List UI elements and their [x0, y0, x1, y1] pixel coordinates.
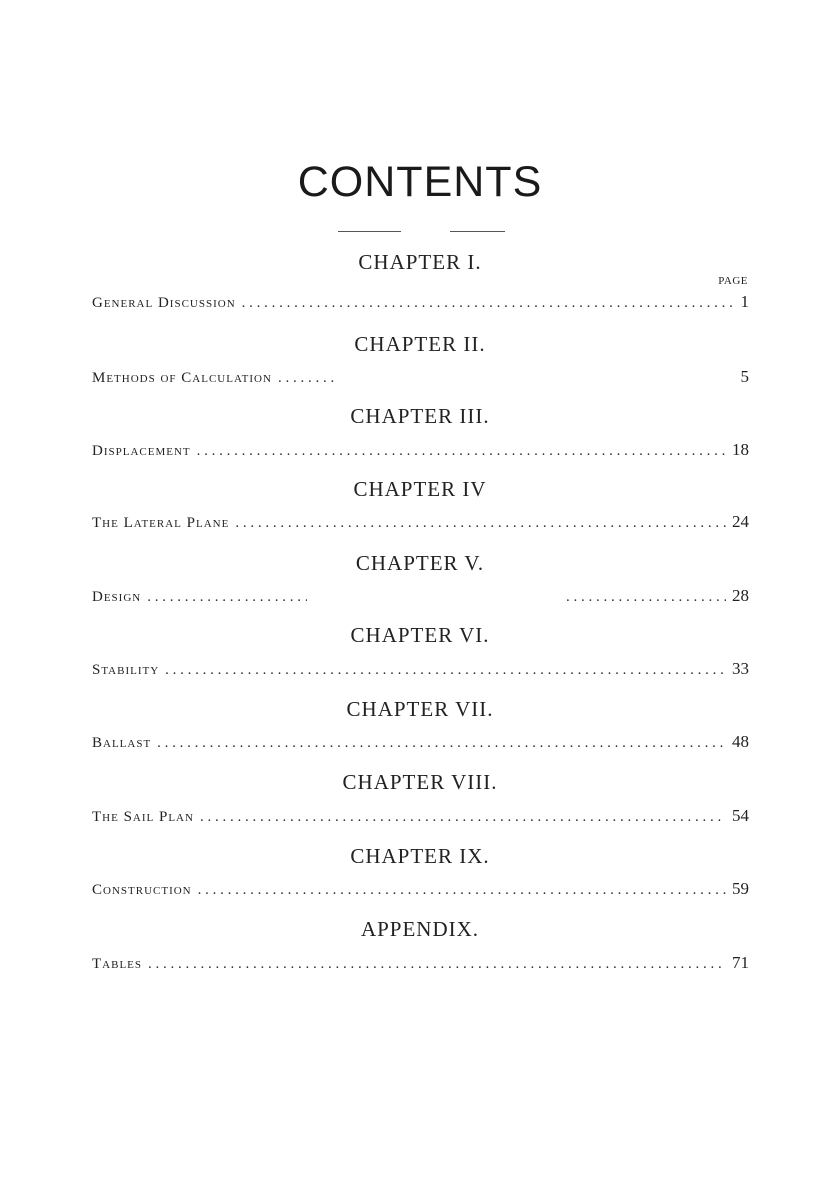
toc-entry-label: The Sail Plan [92, 809, 194, 825]
toc-entry[interactable] [92, 879, 749, 899]
dot-leader [200, 809, 726, 826]
dot-leader [278, 370, 338, 387]
toc-entry[interactable] [92, 512, 749, 532]
dot-leader [242, 295, 735, 312]
toc-entry-page: 54 [732, 806, 749, 825]
page-column-heading: PAGE [718, 275, 748, 287]
toc-entry-label: Construction [92, 882, 192, 898]
page-title: CONTENTS [297, 158, 543, 206]
dot-leader [157, 735, 726, 752]
toc-entry-page: 33 [732, 659, 749, 678]
toc-entry-page: 48 [732, 732, 749, 751]
toc-entry[interactable] [92, 367, 749, 387]
toc-entry-page: 59 [732, 879, 749, 898]
toc-entry-label: The Lateral Plane [92, 515, 230, 531]
title-rule-right [450, 231, 505, 232]
toc-entry[interactable] [92, 659, 749, 679]
chapter-heading: CHAPTER IX. [350, 844, 490, 868]
toc-entry[interactable] [92, 953, 749, 973]
dot-leader [147, 589, 307, 606]
dot-leader [197, 443, 726, 460]
appendix-heading: APPENDIX. [360, 917, 480, 941]
dot-leader [165, 662, 726, 679]
toc-entry-label: Tables [92, 956, 142, 972]
title-rule-left [338, 231, 401, 232]
chapter-heading: CHAPTER VI. [350, 623, 490, 647]
dot-leader [235, 515, 726, 532]
chapter-heading: CHAPTER III. [350, 404, 490, 428]
chapter-heading: CHAPTER IV [353, 477, 487, 501]
toc-entry[interactable] [92, 732, 749, 752]
toc-entry-label: Ballast [92, 735, 152, 751]
toc-entry-label: General Discussion [92, 295, 236, 311]
dot-leader [198, 882, 726, 899]
dot-leader [148, 956, 726, 973]
toc-entry-page: 18 [732, 440, 749, 459]
chapter-heading: CHAPTER VIII. [342, 770, 498, 794]
toc-entry-page: 5 [740, 367, 749, 386]
toc-entry[interactable] [92, 586, 749, 606]
chapter-heading: CHAPTER V. [355, 551, 485, 575]
toc-entry[interactable] [92, 292, 749, 312]
toc-entry-label: Displacement [92, 443, 191, 459]
toc-entry[interactable] [92, 440, 749, 460]
chapter-heading: CHAPTER VII. [346, 697, 494, 721]
dot-leader [566, 589, 726, 606]
toc-entry-page: 71 [732, 953, 749, 972]
toc-entry-label: Methods of Calculation [92, 370, 272, 386]
toc-entry-label: Stability [92, 662, 160, 678]
toc-entry-page: 24 [732, 512, 749, 531]
toc-entry-label: Design [92, 589, 142, 605]
toc-entry[interactable] [92, 806, 749, 826]
chapter-heading: CHAPTER II. [354, 332, 486, 356]
chapter-heading: CHAPTER I. [358, 250, 482, 274]
toc-entry-page: 28 [732, 586, 749, 605]
toc-entry-page: 1 [740, 292, 749, 311]
